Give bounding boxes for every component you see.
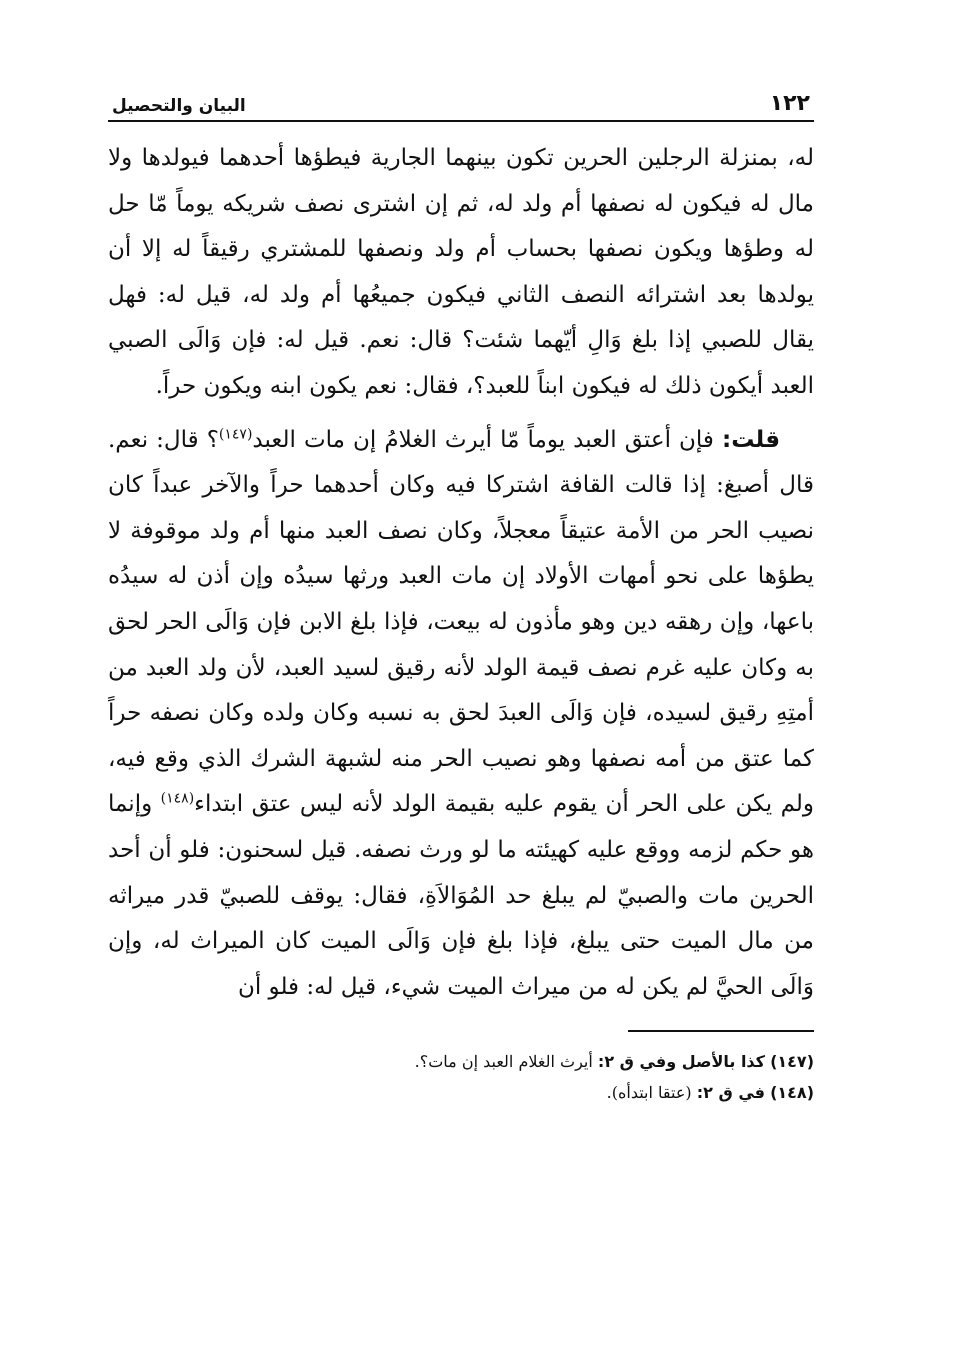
book-title: البيان والتحصيل bbox=[112, 96, 246, 116]
footnote-148 bbox=[108, 1077, 814, 1108]
paragraph-lead-word: قلت: bbox=[722, 426, 781, 453]
book-page bbox=[108, 80, 814, 1108]
footnote-divider bbox=[628, 1030, 814, 1032]
paragraph-2-text-2: ؟ قال: نعم. قال أصبغ: إذا قالت القافة اشتركا فيه وكان أحدهما حراً والآخر عبداً كان نصيب الحر من الأمة عتيقاً معجلاً، وكان نصف العبد منها أم ولد موقوفة لا يطؤها على نحو أمهات الأولاد إن مات العبد ورثها سيدُه وإن أذن له سيدُه باعها، وإن رهقه دين وهو مأذون له بيعت، فإذا بلغ الابن فإن وَالَى الحر لحق به وكان عليه غرم نصف قيمة الولد لأنه رقيق لسيد العبد، لأن ولد العبد من أمتِهِ رقيق لسيده، فإن وَالَى العبدَ لحق به نسبه وكان ولده وكان نصفه حراً كما عتق من أمه نصفها وهو نصيب الحر منه لشبهة الشرك الذي وقع فيه، ولم يكن على الحر أن يقوم عليه بقيمة الولد لأنه ليس عتق ابتداء bbox=[108, 426, 814, 818]
footnote-ref-147: (١٤٧) bbox=[218, 425, 253, 442]
footnote-number: (١٤٧) bbox=[770, 1052, 814, 1072]
paragraph-2 bbox=[108, 418, 814, 1011]
footnote-number: (١٤٨) bbox=[770, 1083, 814, 1103]
footnotes bbox=[108, 1046, 814, 1108]
paragraph-2-text-3: وإنما هو حكم لزمه ووقع عليه كهيئته ما لو ورث نصفه. قيل لسحنون: فلو أن أحد الحرين مات والصبيّ لم يبلغ حد المُوَالاَةِ، فقال: يوقف للصبيّ قدر ميراثه من مال الميت حتى يبلغ، فإذا بلغ فإن وَالَى الميت كان الميراث له، وإن وَالَى الحيَّ لم يكن له من ميراث الميت شيء، قيل له: فلو أن bbox=[108, 791, 814, 1000]
running-header bbox=[108, 80, 814, 122]
footnote-text: أيرث الغلام العبد إن مات؟. bbox=[414, 1052, 598, 1072]
footnote-source: كذا بالأصل وفي ق ٢: bbox=[597, 1052, 765, 1072]
paragraph-1: له، بمنزلة الرجلين الحرين تكون بينهما الجارية فيطؤها أحدهما فيولدها ولا مال له فيكون له نصفها أم ولد له، ثم إن اشترى نصف شريكه يوماً مّا حل له وطؤها ويكون نصفها بحساب أم ولد ونصفها للمشتري رقيقاً له إلا أن يولدها بعد اشترائه النصف الثاني فيكون جميعُها أم ولد له، قيل له: فهل يقال للصبي إذا بلغ وَالِ أيّهما شئت؟ قال: نعم. قيل له: فإن وَالَى الصبي العبد أيكون ذلك له فيكون ابناً للعبد؟، فقال: نعم يكون ابنه ويكون حراً. bbox=[108, 145, 814, 399]
paragraph-2-text-1: فإن أعتق العبد يوماً مّا أيرث الغلامُ إن مات العبد bbox=[252, 426, 714, 453]
main-text bbox=[108, 136, 814, 1010]
footnote-147 bbox=[108, 1046, 814, 1077]
footnote-ref-148: (١٤٨) bbox=[160, 790, 195, 807]
footnote-text: (عتقا ابتدأه). bbox=[606, 1083, 697, 1103]
footnote-source: في ق ٢: bbox=[696, 1083, 765, 1103]
page-number: ١٢٢ bbox=[769, 91, 810, 116]
